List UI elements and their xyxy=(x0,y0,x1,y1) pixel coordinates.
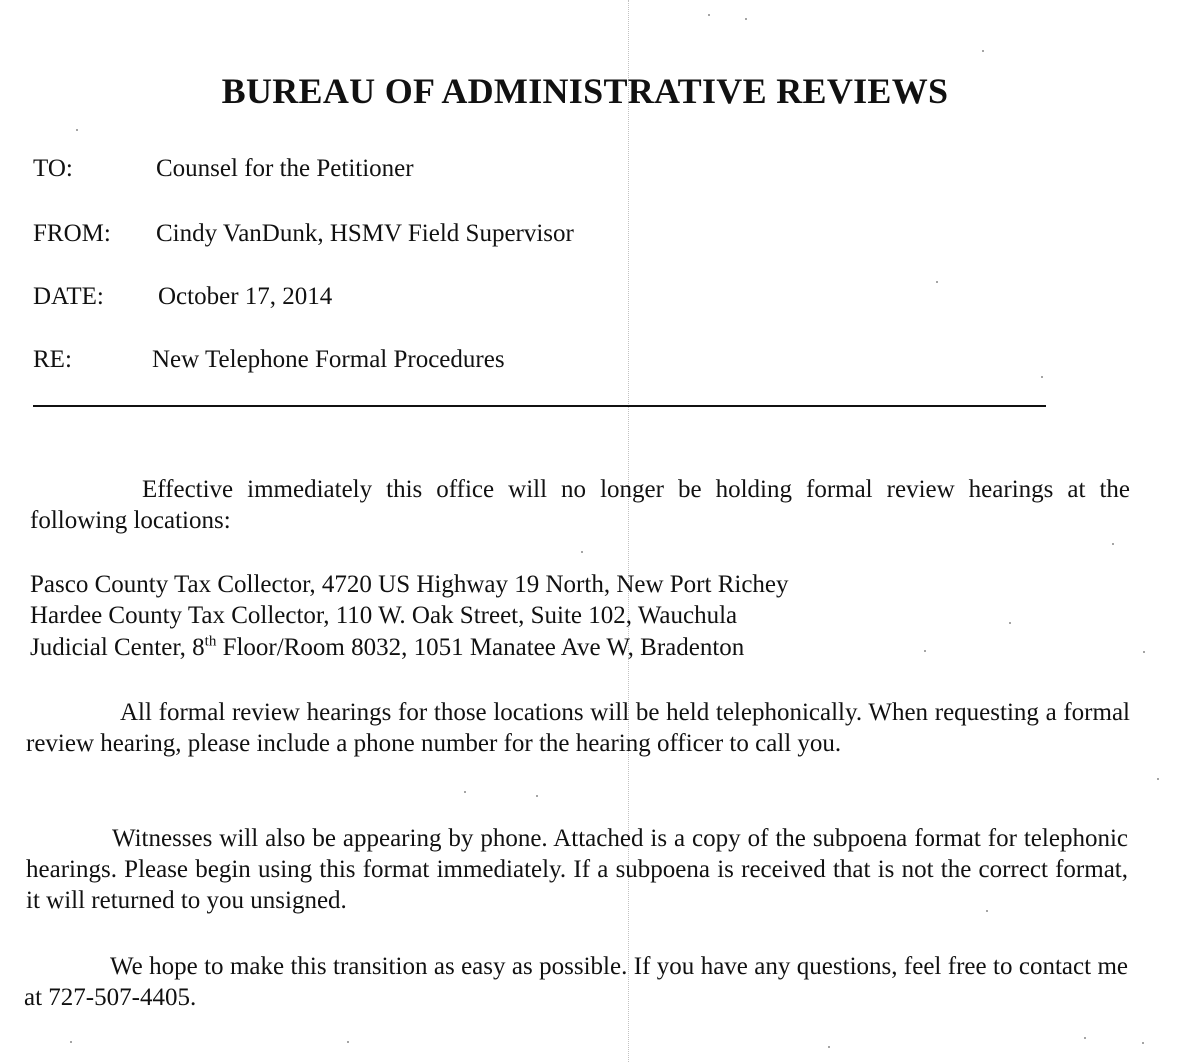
re-value: New Telephone Formal Procedures xyxy=(152,346,505,373)
scan-speck xyxy=(828,1046,830,1048)
scan-speck xyxy=(464,791,466,793)
scan-speck xyxy=(347,1041,349,1043)
scan-speck xyxy=(745,18,747,20)
address-hardee: Hardee County Tax Collector, 110 W. Oak Street, Suite 102, Wauchula xyxy=(30,602,738,629)
to-label: TO: xyxy=(33,155,73,182)
paragraph-telephonic-hearings: All formal review hearings for those locations will be held telephonically. When requesting a formal review hearing, please include a phone number for the hearing officer to call you. xyxy=(26,699,1130,757)
address-pasco: Pasco County Tax Collector, 4720 US Highway 19 North, New Port Richey xyxy=(30,571,789,598)
scan-speck xyxy=(536,795,538,797)
scan-speck xyxy=(936,281,938,283)
scan-speck xyxy=(1142,1042,1144,1044)
from-label: FROM: xyxy=(33,220,111,247)
page-title: BUREAU OF ADMINISTRATIVE REVIEWS xyxy=(221,71,949,111)
scan-speck xyxy=(708,14,710,16)
scan-speck xyxy=(1009,622,1011,624)
scan-speck xyxy=(1041,376,1043,378)
paragraph-locations-intro: Effective immediately this office will no longer be holding formal review hearings at the following locations: xyxy=(30,476,1130,534)
scan-speck xyxy=(1157,778,1159,780)
scan-speck xyxy=(76,129,78,131)
from-value: Cindy VanDunk, HSMV Field Supervisor xyxy=(156,220,574,247)
address-judicial-pre: Judicial Center, 8 xyxy=(30,634,205,661)
address-judicial-center xyxy=(30,632,744,663)
address-judicial-sup: th xyxy=(204,633,217,650)
scan-speck xyxy=(70,1041,72,1043)
re-label: RE: xyxy=(33,346,72,373)
header-divider xyxy=(33,405,1046,407)
scan-speck xyxy=(1084,1037,1086,1039)
date-label: DATE: xyxy=(33,283,104,310)
scan-speck xyxy=(581,551,583,553)
paragraph-witnesses: Witnesses will also be appearing by phone. Attached is a copy of the subpoena format for telephonic hearings. Please begin using this format immediately. If a subpoena is received that is not the correct format, it will returned to you unsigned. xyxy=(26,825,1128,914)
scan-speck xyxy=(924,650,926,652)
to-value: Counsel for the Petitioner xyxy=(156,155,414,182)
paragraph-contact: We hope to make this transition as easy as possible. If you have any questions, feel free to contact me at 727-507-4405. xyxy=(24,953,1128,1011)
date-value: October 17, 2014 xyxy=(158,283,333,310)
scan-speck xyxy=(982,50,984,52)
address-judicial-post: Floor/Room 8032, 1051 Manatee Ave W, Bradenton xyxy=(216,634,745,661)
scan-speck xyxy=(1112,543,1114,545)
scan-speck xyxy=(1143,651,1145,653)
scan-speck xyxy=(986,910,988,912)
